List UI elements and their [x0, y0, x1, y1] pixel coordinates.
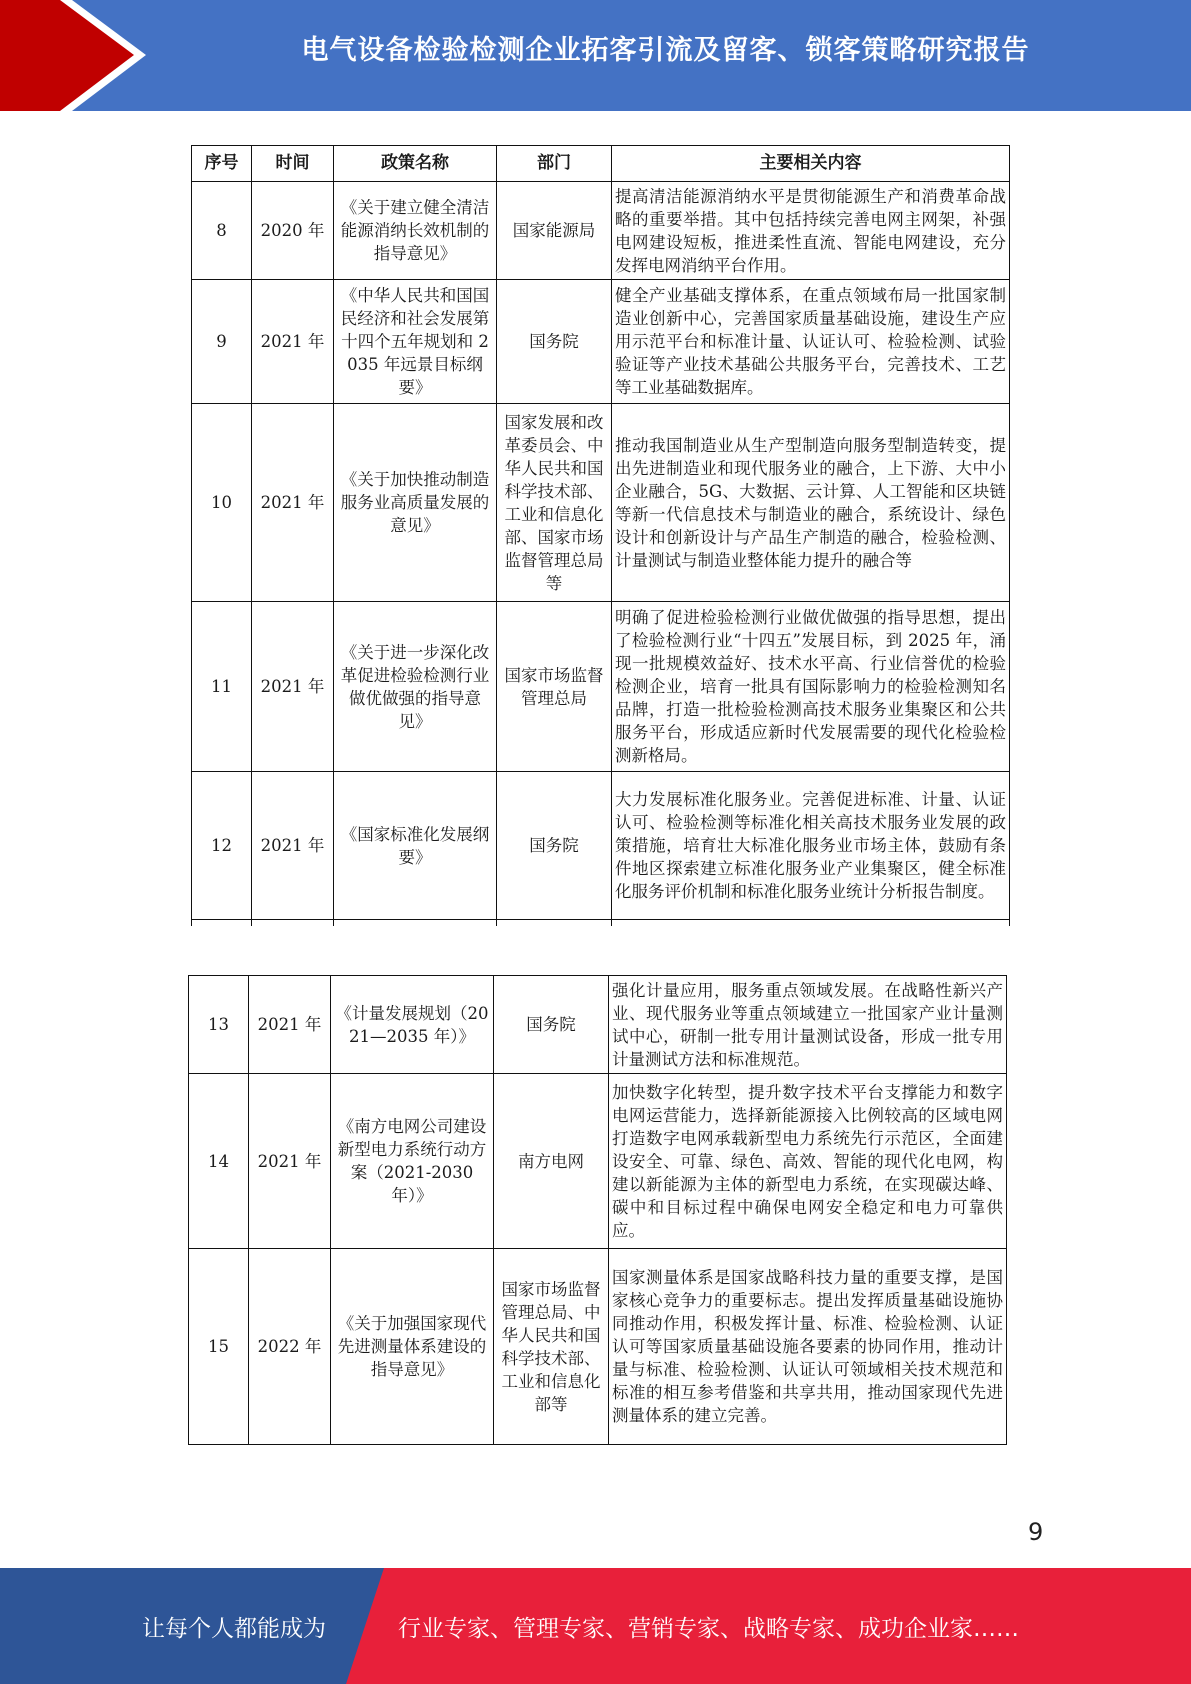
cell-content: 国家测量体系是国家战略科技力量的重要支撑，是国家核心竞争力的重要标志。提出发挥质量基础设施协同推动作用，积极发挥计量、标准、检验检测、认证认可等国家质量基础设施各要素的协同作用，推动计量与标准、检验检测、认证认可领域相关技术规范和标准的相互参考借鉴和共享共用，推动国家现代先进测量体系的建立完善。 [609, 1249, 1007, 1445]
report-title: 电气设备检验检测企业拓客引流及留客、锁客策略研究报告 [301, 35, 1030, 66]
cell-no: 13 [189, 976, 249, 1074]
cell-content: 推动我国制造业从生产型制造向服务型制造转变，提出先进制造业和现代服务业的融合，上下游、大中小企业融合，5G、大数据、云计算、人工智能和区块链等新一代信息技术与制造业的融合，系统设计、绿色设计和创新设计与产品生产制造的融合，检验检测、计量测试与制造业整体能力提升的融合等 [612, 404, 1010, 602]
cell-policy-name: 《中华人民共和国国民经济和社会发展第十四个五年规划和 2035 年远景目标纲要》 [334, 280, 497, 404]
table-row [189, 976, 1007, 1074]
cell-no: 12 [192, 772, 252, 920]
cell-year: 2021 年 [252, 772, 334, 920]
cell-content: 明确了促进检验检测行业做优做强的指导思想，提出了检验检测行业“十四五”发展目标，到 2025 年，涌现一批规模效益好、技术水平高、行业信誉优的检验检测企业，培育一批具有国际影响力的检验检测知名品牌，打造一批检验检测高技术服务业集聚区和公共服务平台，形成适应新时代发展需要的现代化检验检测新格局。 [612, 602, 1010, 772]
cell-no: 14 [189, 1074, 249, 1249]
cell-no: 15 [189, 1249, 249, 1445]
header-cell-content: 主要相关内容 [612, 146, 1010, 182]
table-clip-row [192, 920, 1010, 927]
cell-policy-name: 《关于加快推动制造服务业高质量发展的意见》 [334, 404, 497, 602]
table-row [192, 772, 1010, 920]
cell-year: 2021 年 [249, 1074, 331, 1249]
header-cell-policy-name: 政策名称 [334, 146, 497, 182]
policy-table-part-2 [188, 975, 1007, 1445]
cell-content: 提高清洁能源消纳水平是贯彻能源生产和消费革命战略的重要举措。其中包括持续完善电网主网架，补强电网建设短板，推进柔性直流、智能电网建设，充分发挥电网消纳平台作用。 [612, 182, 1010, 280]
cell-department: 南方电网 [494, 1074, 609, 1249]
cell-year: 2021 年 [252, 280, 334, 404]
header-cell-year: 时间 [252, 146, 334, 182]
cell-year: 2022 年 [249, 1249, 331, 1445]
policy-table-part-1 [191, 145, 1010, 926]
table-row [192, 404, 1010, 602]
cell-department: 国务院 [497, 280, 612, 404]
table-row [189, 1249, 1007, 1445]
cell-year: 2021 年 [249, 976, 331, 1074]
header-chevron-decoration [0, 0, 160, 111]
cell-department: 国家发展和改革委员会、中华人民共和国科学技术部、工业和信息化部、国家市场监督管理总局等 [497, 404, 612, 602]
footer-slogan-left: 让每个人都能成为 [142, 1616, 326, 1642]
cell-content: 大力发展标准化服务业。完善促进标准、计量、认证认可、检验检测等标准化相关高技术服务业发展的政策措施，培育壮大标准化服务业市场主体，鼓励有条件地区探索建立标准化服务业产业集聚区，健全标准化服务评价机制和标准化服务业统计分析报告制度。 [612, 772, 1010, 920]
cell-department: 国务院 [497, 772, 612, 920]
cell-policy-name: 《国家标准化发展纲要》 [334, 772, 497, 920]
table-header-row [192, 146, 1010, 182]
table-row [189, 1074, 1007, 1249]
cell-content: 强化计量应用，服务重点领域发展。在战略性新兴产业、现代服务业等重点领域建立一批国家产业计量测试中心，研制一批专用计量测试设备，形成一批专用计量测试方法和标准规范。 [609, 976, 1007, 1074]
cell-policy-name: 《计量发展规划（2021—2035 年）》 [331, 976, 494, 1074]
table-row [192, 280, 1010, 404]
cell-year: 2020 年 [252, 182, 334, 280]
cell-policy-name: 《南方电网公司建设新型电力系统行动方案（2021-2030 年）》 [331, 1074, 494, 1249]
cell-year: 2021 年 [252, 602, 334, 772]
table-row [192, 182, 1010, 280]
cell-department: 国家市场监督管理总局、中华人民共和国科学技术部、工业和信息化部等 [494, 1249, 609, 1445]
cell-year: 2021 年 [252, 404, 334, 602]
cell-content: 健全产业基础支撑体系，在重点领域布局一批国家制造业创新中心，完善国家质量基础设施，建设生产应用示范平台和标准计量、认证认可、检验检测、试验验证等产业技术基础公共服务平台，完善技术、工艺等工业基础数据库。 [612, 280, 1010, 404]
cell-no: 10 [192, 404, 252, 602]
cell-no: 9 [192, 280, 252, 404]
footer-band [0, 1568, 1191, 1684]
cell-policy-name: 《关于进一步深化改革促进检验检测行业做优做强的指导意见》 [334, 602, 497, 772]
header-cell-no: 序号 [192, 146, 252, 182]
cell-policy-name: 《关于建立健全清洁能源消纳长效机制的指导意见》 [334, 182, 497, 280]
cell-department: 国家能源局 [497, 182, 612, 280]
header-band [0, 0, 1191, 111]
cell-no: 8 [192, 182, 252, 280]
cell-policy-name: 《关于加强国家现代先进测量体系建设的指导意见》 [331, 1249, 494, 1445]
cell-department: 国务院 [494, 976, 609, 1074]
cell-content: 加快数字化转型，提升数字技术平台支撑能力和数字电网运营能力，选择新能源接入比例较高的区域电网打造数字电网承载新型电力系统先行示范区，全面建设安全、可靠、绿色、高效、智能的现代化电网，构建以新能源为主体的新型电力系统，在实现碳达峰、碳中和目标过程中确保电网安全稳定和电力可靠供应。 [609, 1074, 1007, 1249]
table-row [192, 602, 1010, 772]
cell-no: 11 [192, 602, 252, 772]
footer-slogan-right: 行业专家、管理专家、营销专家、战略专家、成功企业家…… [398, 1616, 1019, 1642]
page-number: 9 [1028, 1518, 1044, 1546]
header-cell-department: 部门 [497, 146, 612, 182]
cell-department: 国家市场监督管理总局 [497, 602, 612, 772]
